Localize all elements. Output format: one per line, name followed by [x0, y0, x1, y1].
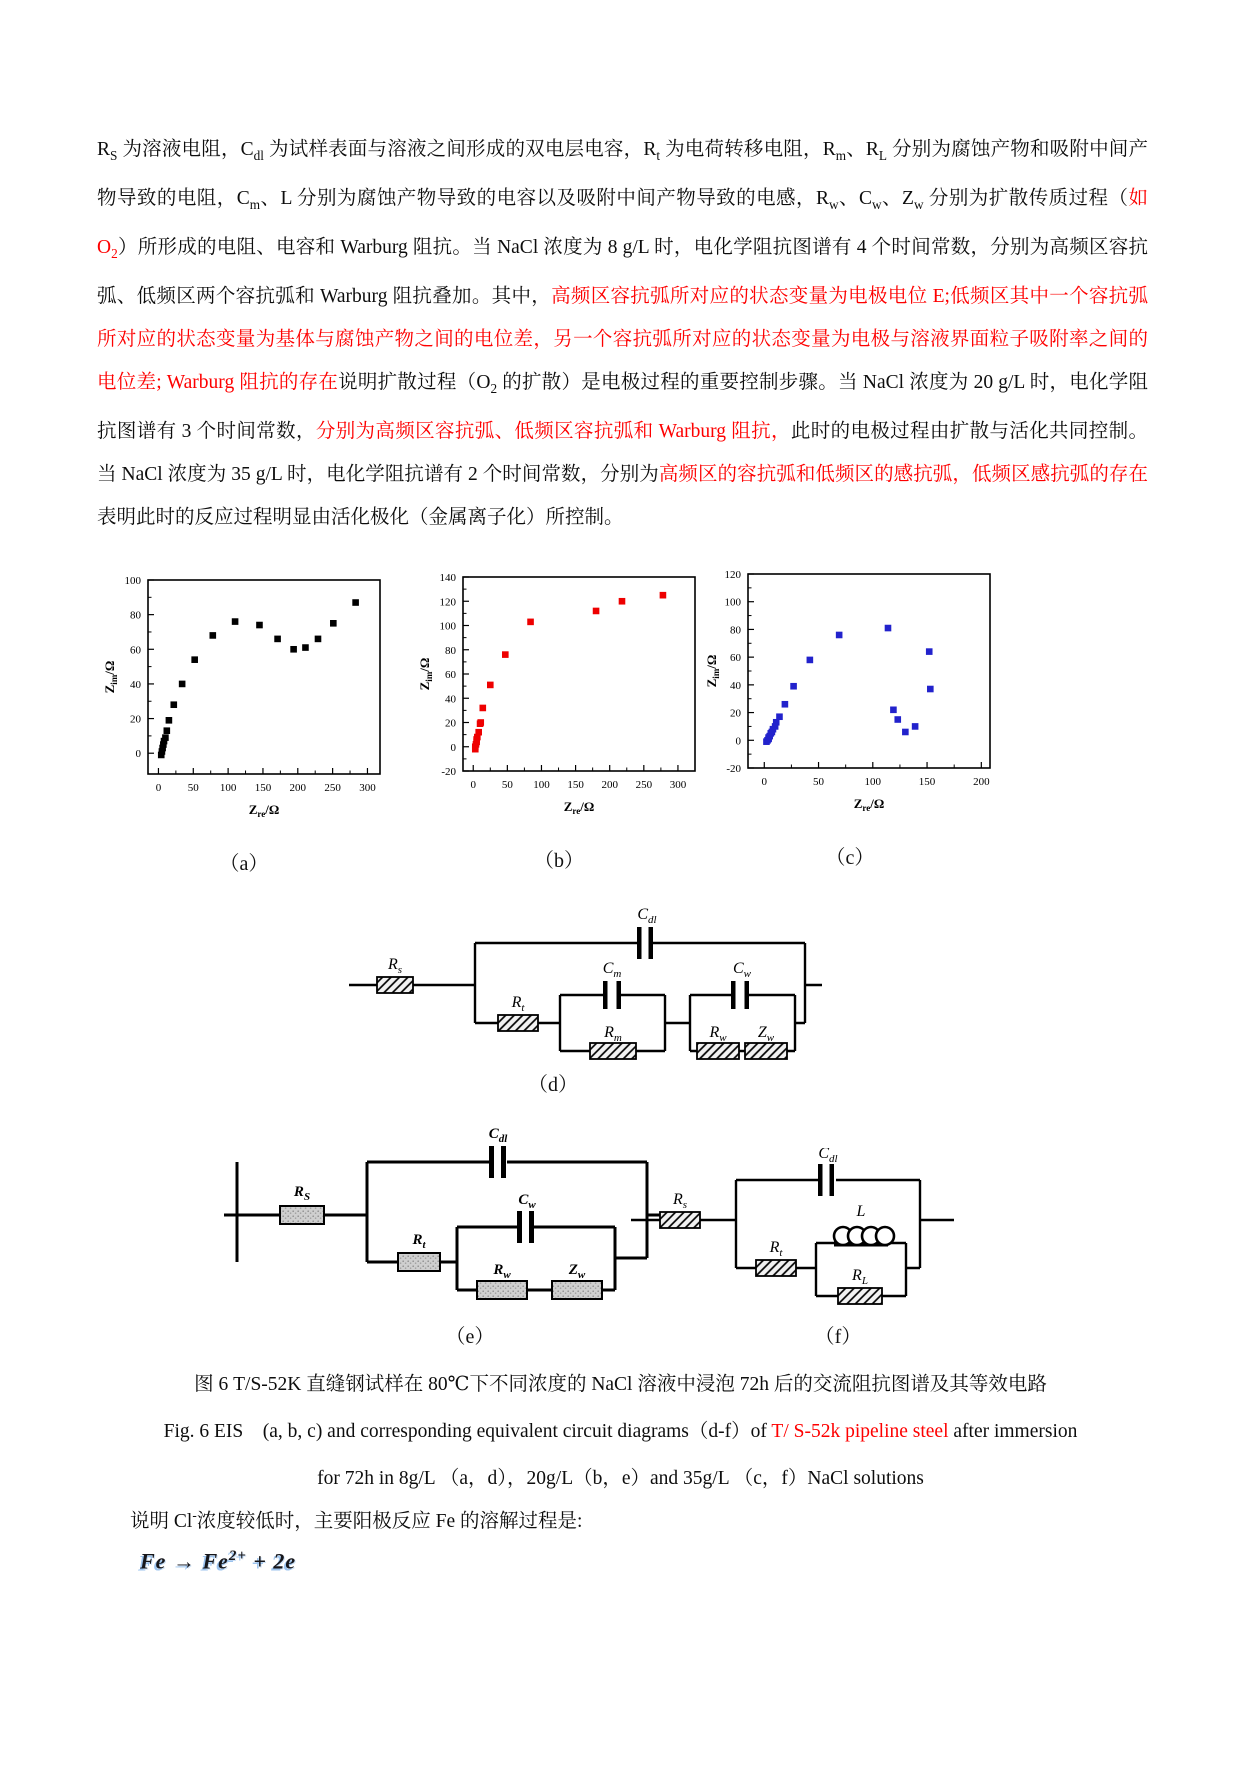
circuit-e-resistors	[280, 1206, 602, 1299]
label-rl: $R_L$	[852, 1267, 868, 1287]
svg-text:150: 150	[567, 779, 584, 791]
chart-b-label: （b）	[534, 850, 584, 872]
data-point	[477, 719, 484, 726]
resistor-rt-icon	[498, 1015, 538, 1031]
data-point	[170, 701, 177, 708]
label-rw: $R_w$	[493, 1262, 511, 1281]
svg-text:-20: -20	[726, 763, 741, 775]
resistor-rs-icon	[280, 1206, 324, 1224]
resistor-rw-icon	[697, 1043, 739, 1059]
svg-text:40: 40	[445, 693, 456, 706]
capacitor-cw-icon	[731, 981, 749, 1009]
resistor-rm-icon	[590, 1043, 636, 1059]
svg-text:250: 250	[635, 779, 653, 791]
data-point	[315, 636, 322, 643]
svg-text:50: 50	[501, 779, 513, 791]
svg-text:50: 50	[813, 776, 825, 788]
circuit-e-label: （e）	[445, 1326, 495, 1348]
resistor-rt-icon	[756, 1260, 796, 1276]
resistor-rs-icon	[660, 1212, 700, 1228]
intro-paragraph: $R_S$ 为溶液电阻，$C_{dl}$ 为试样表面与溶液之间形成的双电层电容，$R_t$ 为电荷转移电阻，$R_m$、$R_L$ 分别为腐蚀产物和吸附中间产物导致的电阻，$C_m$、L 分别为腐蚀产物导致的电容以及吸附中间产物导致的电感，$R_w$、$C_w$、$Z_w$ 分别为扩散传质过程（如 $O_2$）所形成的电阻、电容和 Warburg 阻抗。当 NaCl 浓度为 8 g/L 时，电化学阻抗图谱有 4 个时间常数，分别为高频区容抗弧、低频区两个容抗弧和 Warburg 阻抗叠加。其中，高频区容抗弧所对应的状态变量为电极电位 E;低频区其中一个容抗弧所对应的状态变量为基体与腐蚀产物之间的电位差，另一个容抗弧所对应的状态变量为电极与溶液界面粒子吸附率之间的电位差; Warburg 阻抗的存在说明扩散过程（$O_2$ 的扩散）是电极过程的重要控制步骤。当 NaCl 浓度为 20 g/L 时，电化学阻抗图谱有 3 个时间常数，分别为高频区容抗弧、低频区容抗弧和 Warburg 阻抗，此时的电极过程由扩散与活化共同控制。当 NaCl 浓度为 35 g/L 时，电化学阻抗谱有 2 个时间常数，分别为高频区的容抗弧和低频区的感抗弧，低频区感抗弧的存在表明此时的反应过程明显由活化极化（金属离子化）所控制。	[97, 139, 1148, 528]
resistor-zw-icon	[552, 1281, 602, 1299]
data-point	[619, 598, 626, 605]
label-rs: $R_s$	[672, 1191, 688, 1211]
label-zw: $Z_w$	[568, 1262, 586, 1281]
label-rw: $R_w$	[709, 1024, 727, 1044]
svg-text:50: 50	[187, 782, 199, 794]
label-l: L	[856, 1203, 866, 1220]
anodic-reaction-formula: $Fe \to Fe^{2+} + 2e$	[140, 1548, 297, 1574]
data-point	[912, 723, 919, 730]
svg-text:200: 200	[601, 779, 618, 791]
svg-text:80: 80	[130, 609, 141, 622]
label-cm: $C_m$	[602, 960, 622, 980]
data-point	[162, 734, 169, 741]
data-point	[902, 729, 909, 736]
data-point	[330, 620, 337, 627]
data-point	[302, 644, 309, 651]
svg-text:Zim/Ω: $Z_{im}/\Omega$	[704, 654, 721, 688]
svg-text:140: 140	[439, 572, 456, 584]
data-point	[166, 717, 173, 724]
svg-text:60: 60	[730, 652, 741, 665]
equivalent-circuit-d	[345, 903, 825, 1063]
resistor-zw-icon	[745, 1043, 787, 1059]
label-cw: $C_w$	[518, 1192, 536, 1211]
capacitor-cdl-icon	[818, 1164, 834, 1196]
label-cdl: $C_{dl}$	[637, 906, 657, 926]
data-point	[475, 729, 482, 736]
data-point	[256, 622, 263, 629]
capacitor-cm-icon	[603, 981, 621, 1009]
svg-text:0: 0	[450, 741, 456, 754]
svg-text:0: 0	[761, 776, 768, 788]
data-point	[179, 681, 186, 688]
label-cdl: $C_{dl}$	[488, 1126, 508, 1145]
data-point	[352, 599, 359, 606]
nyquist-chart-a	[98, 568, 390, 876]
resistor-rs-icon	[377, 977, 413, 993]
circuit-d-resistors	[377, 977, 787, 1059]
svg-text:120: 120	[439, 596, 456, 609]
data-point	[502, 651, 509, 658]
data-point	[232, 618, 239, 625]
data-point	[885, 625, 892, 632]
svg-text:120: 120	[724, 569, 741, 581]
svg-text:60: 60	[130, 644, 141, 657]
svg-text:0: 0	[735, 735, 741, 748]
svg-text:20: 20	[130, 713, 141, 726]
figure-caption-english-1: Fig. 6 EIS (a, b, c) and corresponding equivalent circuit diagrams（d-f）of T/ S-52k pipeline steel after immersion	[163, 1421, 1078, 1442]
circuit-f-resistors	[660, 1212, 882, 1304]
svg-text:100: 100	[439, 620, 456, 633]
nyquist-plot-c	[700, 562, 1000, 820]
inductor-l-icon	[834, 1227, 894, 1247]
data-point	[290, 646, 297, 653]
circuit-f-label: （f）	[814, 1326, 862, 1348]
svg-text:20: 20	[445, 717, 456, 730]
label-rs: $R_S$	[293, 1184, 311, 1203]
figure-caption-english-2: for 72h in 8g/L （a，d），20g/L（b，e）and 35g/L （c，f）NaCl solutions	[317, 1468, 924, 1489]
capacitor-cw-icon	[517, 1211, 534, 1243]
svg-text:80: 80	[730, 624, 741, 637]
chart-a-label: （a）	[219, 853, 269, 875]
capacitor-cdl-icon	[489, 1146, 506, 1178]
equivalent-circuit-e	[222, 1120, 667, 1310]
svg-text:100: 100	[864, 776, 882, 788]
svg-text:100: 100	[219, 782, 237, 794]
label-rt: $R_t$	[511, 994, 525, 1014]
svg-text:-20: -20	[441, 766, 456, 778]
circuit-e-wires	[224, 1162, 665, 1290]
svg-text:Zre/Ω: $Z_{re}/\Omega$	[248, 802, 280, 819]
data-point	[890, 707, 897, 714]
figure-caption-chinese: 图 6 T/S-52K 直缝钢试样在 80℃下不同浓度的 NaCl 溶液中浸泡 72h 后的交流阻抗图谱及其等效电路	[194, 1374, 1047, 1395]
data-point	[191, 656, 198, 663]
svg-text:150: 150	[918, 776, 936, 788]
svg-text:200: 200	[289, 782, 307, 794]
chart-c-label: （c）	[825, 847, 875, 869]
svg-text:Zim/Ω: $Z_{im}/\Omega$	[417, 657, 434, 691]
nyquist-chart-b	[413, 565, 705, 873]
svg-text:40: 40	[730, 679, 741, 692]
data-point	[926, 648, 933, 655]
nyquist-chart-c	[700, 562, 1000, 870]
svg-text:300: 300	[669, 779, 687, 791]
svg-text:200: 200	[973, 776, 990, 788]
svg-text:0: 0	[155, 782, 162, 794]
nyquist-plot-b	[413, 565, 705, 823]
capacitor-cdl-icon	[637, 927, 653, 959]
data-point	[479, 705, 486, 712]
data-point	[807, 657, 814, 664]
resistor-rl-icon	[838, 1288, 882, 1304]
note-text: 说明 Cl-浓度较低时，主要阳极反应 Fe 的溶解过程是:	[130, 1507, 583, 1532]
data-point	[790, 683, 797, 690]
data-point	[927, 686, 934, 693]
data-point	[776, 713, 783, 720]
circuit-d-wires	[349, 943, 822, 1051]
nyquist-plot-a	[98, 568, 390, 826]
label-rt: $R_t$	[412, 1232, 426, 1251]
label-rt: $R_t$	[769, 1239, 783, 1259]
data-point	[894, 716, 901, 723]
data-point	[209, 632, 216, 639]
svg-text:100: 100	[124, 575, 141, 587]
svg-text:300: 300	[359, 782, 376, 794]
data-point	[836, 632, 843, 639]
label-zw: $Z_w$	[757, 1024, 775, 1044]
svg-text:0: 0	[470, 779, 476, 791]
svg-text:150: 150	[254, 782, 272, 794]
svg-text:80: 80	[445, 644, 456, 657]
equivalent-circuit-f	[628, 1148, 958, 1310]
svg-text:Zim/Ω: $Z_{im}/\Omega$	[102, 660, 119, 694]
svg-text:60: 60	[445, 669, 456, 681]
data-point	[527, 619, 534, 626]
svg-text:250: 250	[324, 782, 341, 794]
svg-text:100: 100	[724, 596, 741, 609]
svg-text:40: 40	[130, 678, 141, 691]
label-cw: $C_w$	[732, 960, 752, 980]
svg-text:20: 20	[730, 707, 741, 720]
label-rm: $R_m$	[604, 1024, 622, 1044]
label-cdl: $C_{dl}$	[818, 1148, 838, 1165]
resistor-rt-icon	[398, 1253, 440, 1271]
data-point	[593, 608, 600, 615]
svg-text:Zre/Ω: $Z_{re}/\Omega$	[853, 796, 885, 813]
svg-text:100: 100	[533, 779, 550, 791]
data-point	[274, 636, 281, 643]
data-point	[660, 592, 667, 599]
svg-text:Zre/Ω: $Z_{re}/\Omega$	[563, 799, 595, 816]
data-point	[782, 701, 789, 708]
data-point	[164, 727, 171, 734]
resistor-rw-icon	[477, 1281, 527, 1299]
label-rs: $R_s$	[387, 956, 403, 976]
circuit-d-label: （d）	[528, 1074, 578, 1096]
svg-text:0: 0	[135, 748, 141, 761]
data-point	[487, 682, 494, 689]
